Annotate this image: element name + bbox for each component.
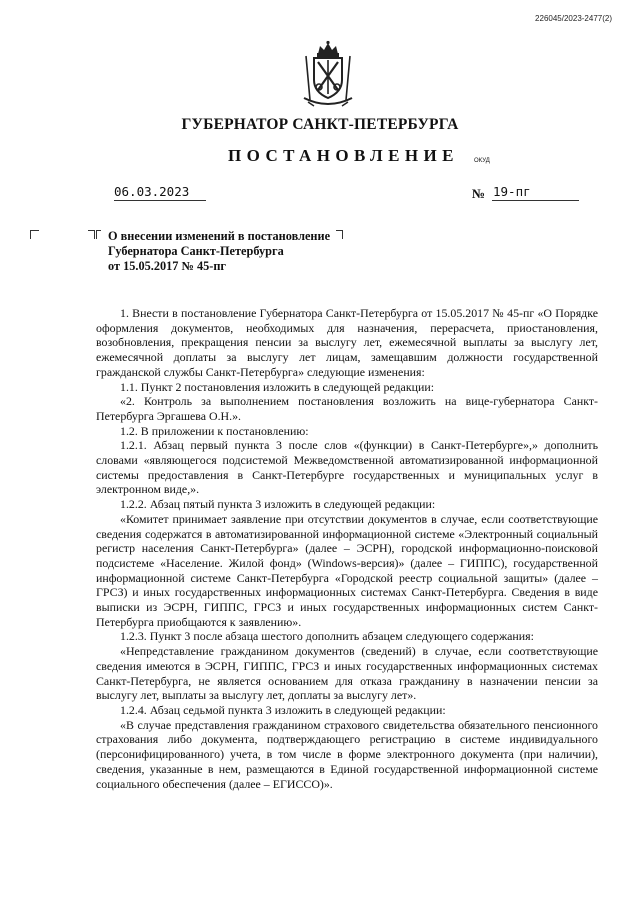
- body-paragraph: «2. Контроль за выполнением постановления возложить на вице-губернатора Санкт-Петербурга Эргашева О.Н.».: [96, 394, 598, 423]
- okud-label: ОКУД: [474, 158, 490, 164]
- body-paragraph: 1.2.3. Пункт 3 после абзаца шестого дополнить абзацем следующего содержания:: [120, 629, 534, 644]
- body-paragraph: 1.2. В приложении к постановлению:: [120, 423, 309, 438]
- issuer-title: ГУБЕРНАТОР САНКТ-ПЕТЕРБУРГА: [181, 116, 459, 133]
- registration-number: 226045/2023-2477(2): [535, 14, 612, 23]
- body-paragraph: «В случае представления гражданином страхового свидетельства обязательного пенсионного страхования либо документа, подтверждающего регистрацию в системе индивидуального (персонифицированного) учета, в том числе в форме электронного документа (при наличии), сведения, указанные в нем, размещаются в Единой государственной информационной системе социального обеспечения (далее – ЕГИССО)».: [96, 717, 598, 791]
- body-paragraph: 1. Внести в постановление Губернатора Санкт-Петербурга от 15.05.2017 № 45-пг «О Порядке оформления документов, необходимых для назначения, перерасчета, приостановления, возобновления, прекращения пенсии за выслугу лет, ежемесячной выплаты за выслугу лет, ежемесячной доплаты за выслугу лет лицам, замещавшим должности государственной гражданской службы Санкт-Петербурга» следующие изменения:: [96, 306, 598, 379]
- body-paragraph: «Комитет принимает заявление при отсутствии документов в случае, если соответствующие сведения содержатся в автоматизированной информационной системе «Электронный социальный регистр населения Санкт-Петербурга» (далее – ЭСРН), городской информационно-поисковой подсистеме «Население. Жилой фонд» (Windows-версия)» (далее – ГИППС), государственной информационной системе Санкт-Петербурга «Городской реестр социальной защиты» (далее – ГРСЗ) и иных государственных информационных системах Санкт-Петербурга. Сведения в виде выписки из ЭСРН, ГИППС, ГРСЗ и иных государственных информационных систем Санкт-Петербурга приобщаются к заявлению».: [96, 511, 598, 629]
- number-sign: №: [472, 186, 486, 201]
- document-body: [96, 306, 598, 791]
- subject-line: Губернатора Санкт-Петербурга: [108, 244, 284, 258]
- body-paragraph: 1.2.2. Абзац пятый пункта 3 изложить в следующей редакции:: [120, 497, 436, 512]
- document-type: ПОСТАНОВЛЕНИЕ: [228, 146, 459, 165]
- margin-corner-mark: [96, 230, 101, 239]
- document-date: 06.03.2023: [114, 184, 206, 201]
- document-subject: [108, 229, 358, 274]
- document-number: 19-пг: [492, 184, 579, 201]
- subject-line: О внесении изменений в постановление: [108, 229, 331, 243]
- subject-line: от 15.05.2017 № 45-пг: [108, 259, 227, 273]
- margin-corner-mark: [88, 230, 95, 239]
- body-paragraph: 1.2.4. Абзац седьмой пункта 3 изложить в следующей редакции:: [120, 702, 446, 717]
- body-paragraph: «Непредставление гражданином документов (сведений) в случае, если соответствующие сведения имеются в ЭСРН, ГИППС, ГРСЗ и иных государственных информационных системах Санкт-Петербурга, не является основанием для отказа гражданину в назначении пенсии за выслугу лет, выплаты за выслугу лет, доплаты за выслугу лет».: [96, 644, 598, 703]
- coat-of-arms-icon: [300, 40, 356, 108]
- body-paragraph: 1.2.1. Абзац первый пункта 3 после слов «(функции) в Санкт-Петербурге»,» дополнить словами «являющегося подсистемой Межведомственной автоматизированной информационной системы предоставления в Санкт-Петербурге государственных и муниципальных услуг в электронном виде,».: [96, 438, 598, 497]
- margin-corner-mark: [30, 230, 39, 239]
- body-paragraph: 1.1. Пункт 2 постановления изложить в следующей редакции:: [120, 379, 435, 394]
